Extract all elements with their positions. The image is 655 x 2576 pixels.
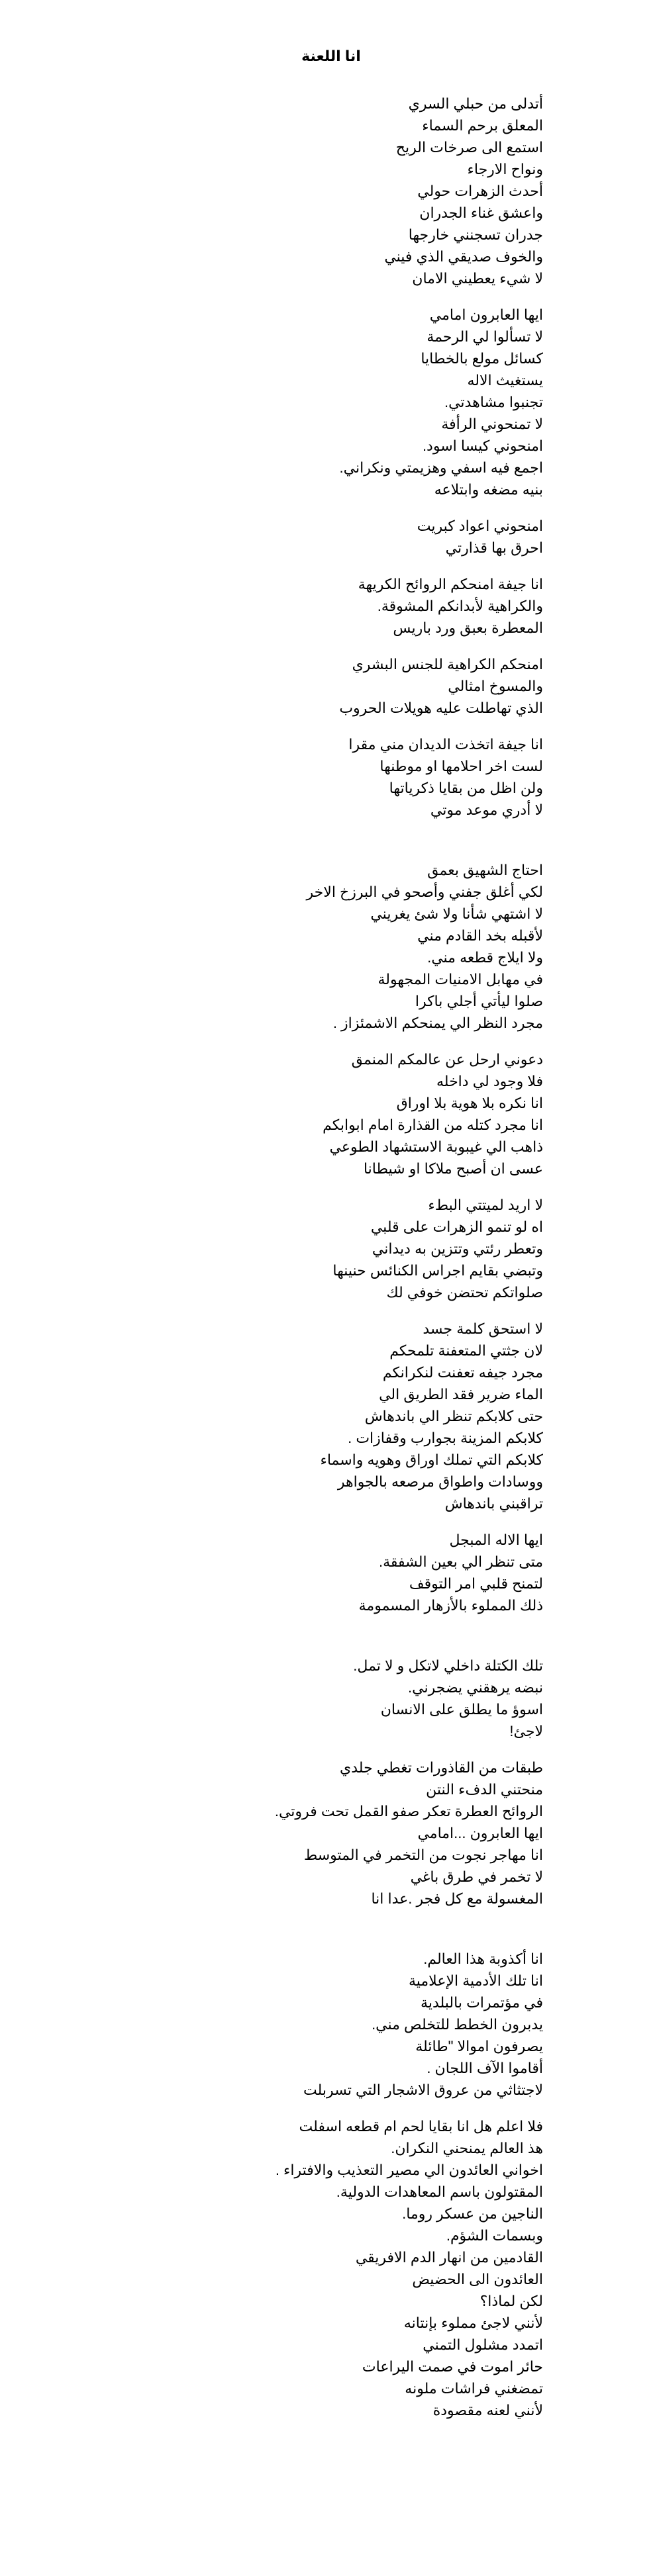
poem-line: لا استحق كلمة جسد — [423, 1320, 543, 1337]
poem-line: مجرد جيفه تعفنت لنكرانكم — [382, 1364, 543, 1381]
poem-line: انا نكره بلا هوية بلا اوراق — [396, 1095, 543, 1111]
poem-line: الذي تهاطلت عليه هويلات الحروب — [339, 700, 543, 716]
poem-line: لان جثتي المتعفنة تلمحكم — [389, 1342, 543, 1359]
poem-line: ايها العابرون ...امامي — [417, 1825, 543, 1841]
poem-line: كلابكم المزينة بجوارب وقفازات . — [348, 1430, 543, 1446]
stanza — [199, 859, 543, 1034]
poem-line: واعشق غناء الجدران — [419, 205, 543, 221]
poem-line: احرق بها قذارتي — [445, 539, 543, 556]
poem-line: وتبضي بقايم اجراس الكنائس حنينها — [332, 1262, 543, 1279]
poem-line: والخوف صديقي الذي فيني — [384, 248, 543, 265]
stanza-gap — [199, 835, 543, 859]
poem-line: ونواح الارجاء — [467, 161, 543, 177]
poem-line: الروائح العطرة تعكر صفو القمل تحت فروتي. — [274, 1803, 543, 1819]
poem-line: حتى كلابكم تنظر الي باندهاش — [364, 1408, 543, 1424]
poem-line: ايها العابرون امامي — [429, 306, 543, 323]
poem-line: أتدلى من حبلي السري — [408, 95, 543, 112]
poem-line: انا تلك الأدمية الإعلامية — [408, 1972, 543, 1989]
stanza — [199, 1948, 543, 2101]
poem-line: انا جيفة اتخذت الديدان مني مقرا — [348, 736, 543, 753]
poem-line: انا جيفة امنحكم الروائح الكريهة — [358, 576, 543, 592]
stanza-gap — [199, 1631, 543, 1655]
stanza — [199, 1655, 543, 1742]
poem-line: لا اريد لميتتي البطء — [428, 1197, 543, 1213]
poem-line: لا أدري موعد موتي — [430, 802, 543, 818]
poem-line: امنحوني اعواد كبريت — [417, 518, 543, 534]
poem-line: صلوا ليأتي أجلي باكرا — [415, 993, 543, 1009]
poem-line: بنيه مضغه وابتلاعه — [434, 481, 543, 498]
poem-line: دعوني ارحل عن عالمكم المنمق — [351, 1051, 543, 1068]
poem-line: العائدون الى الحضيض — [412, 2271, 543, 2287]
poem-line: يستغيث الاله — [467, 372, 543, 389]
poem-line: لتمنح قلبي امر التوقف — [409, 1575, 543, 1592]
poem-line: ذاهب الي غيبوبة الاستشهاد الطوعي — [329, 1138, 543, 1155]
stanza — [199, 2115, 543, 2421]
poem-line: اتمدد مشلول التمني — [423, 2336, 543, 2353]
poem-line: لا اشتهي شأنا ولا شئ يغريني — [370, 905, 543, 922]
poem-line: اخواني العائدون الي مصير التعذيب والافتراء . — [275, 2162, 543, 2178]
poem-line: ولن اظل من بقايا ذكرياتها — [389, 780, 543, 796]
stanza — [199, 1318, 543, 1514]
stanza — [199, 1529, 543, 1616]
poem-line: أقاموا الآف اللجان . — [427, 2060, 543, 2076]
poem-line: كلابكم التي تملك اوراق وهويه واسماء — [320, 1451, 543, 1468]
stanza — [199, 573, 543, 639]
poem-line: جدران تسجنني خارجها — [408, 226, 543, 243]
poem-line: القادمين من انهار الدم الافريقي — [355, 2249, 543, 2266]
poem-line: انا مجرد كتله من القذارة امام ابوابكم — [323, 1117, 543, 1133]
poem-line: لكي أغلق جفني وأصحو في البرزخ الاخر — [306, 884, 543, 900]
stanza — [199, 1048, 543, 1179]
poem-line: ووسادات واطواق مرصعه بالجواهر — [337, 1473, 543, 1490]
poem-line: لكن لماذا؟ — [479, 2293, 543, 2309]
poem-line: مجرد النظر الي يمنحكم الاشمئزاز . — [332, 1015, 543, 1031]
poem-line: احتاج الشهيق بعمق — [427, 862, 543, 878]
poem-line: لست اخر احلامها او موطنها — [379, 758, 543, 774]
poem-line: تمضغني فراشات ملونه — [405, 2380, 543, 2397]
poem-line: تلك الكتلة داخلي لاتكل و لا تمل. — [353, 1657, 543, 1674]
poem-line: لاجتثاثي من عروق الاشجار التي تسربلت — [303, 2082, 543, 2098]
poem-line: فلا اعلم هل انا بقايا لحم ام قطعه اسفلت — [299, 2118, 543, 2135]
stanza — [199, 653, 543, 719]
stanza — [199, 1194, 543, 1303]
poem-line: امنحوني كيسا اسود. — [422, 437, 543, 454]
poem-line: كسائل مولع بالخطايا — [421, 350, 543, 367]
poem-line: متى تنظر الي بعين الشفقة. — [378, 1553, 543, 1570]
poem-line: المغسولة مع كل فجر .عدا انا — [371, 1890, 543, 1907]
poem-line: والمسوخ امثالي — [448, 678, 543, 694]
poem-line: المعطرة بعبق ورد باريس — [393, 620, 543, 636]
poem-line: لأنني لعنه مقصودة — [432, 2402, 543, 2418]
poem-line: هذ العالم يمنحني النكران. — [391, 2140, 543, 2156]
poem-line: حائر اموت في صمت اليراعات — [362, 2358, 543, 2375]
stanza-gap — [199, 1924, 543, 1948]
poem-line: صلواتكم تحتضن خوفي لك — [386, 1284, 543, 1301]
poem-line: المعلق برحم السماء — [422, 117, 543, 134]
poem-line: الناجين من عسكر روما. — [402, 2205, 543, 2222]
poem-line: فلا وجود لي داخله — [436, 1073, 543, 1089]
poem-line: في مهابل الامنيات المجهولة — [378, 971, 543, 988]
poem-line: منحتني الدفء النتن — [426, 1781, 543, 1798]
poem-line: المقتولون باسم المعاهدات الدولية. — [336, 2184, 543, 2200]
stanza — [199, 515, 543, 559]
poem-line: لا تمنحوني الرأفة — [441, 416, 543, 432]
stanza — [199, 304, 543, 500]
poem-line: تجنبوا مشاهدتي. — [444, 394, 543, 410]
poem-line: يصرفون اموالا "طائلة — [415, 2038, 543, 2054]
poem-line: اسوؤ ما يطلق على الانسان — [380, 1701, 543, 1718]
poem-line: يدبرون الخطط للتخلص مني. — [372, 2016, 543, 2033]
poem-line: لأقبله بخد القادم مني — [417, 927, 543, 944]
poem-line: لأنني لاجئ مملوء بإنتانه — [403, 2315, 543, 2331]
poem-title: انا اللعنة — [301, 48, 361, 64]
poem-line: والكراهية لأبدانكم المشوقة. — [377, 598, 543, 614]
poem-line: لا تخمر في طرق باغي — [410, 1868, 543, 1885]
stanza — [199, 1757, 543, 1909]
poem-line: لا تسألوا لي الرحمة — [427, 328, 543, 345]
poem-line: وبسمات الشؤم. — [446, 2227, 543, 2244]
stanza — [199, 733, 543, 821]
poem-line: انا مهاجر نجوت من التخمر في المتوسط — [303, 1847, 543, 1863]
poem-line: تراقبني باندهاش — [444, 1495, 543, 1512]
poem-line: لا شيء يعطيني الامان — [412, 270, 543, 287]
poem-line: لاجئ! — [509, 1723, 543, 1739]
poem-line: اجمع فيه اسفي وهزيمتي ونكراني. — [339, 459, 543, 476]
poem-line: نبضه يرهقني يضجرني. — [408, 1679, 543, 1696]
poem-body — [199, 93, 543, 2436]
poem-line: طبقات من القاذورات تغطي جلدي — [340, 1759, 543, 1776]
poem-line: عسى ان أصبح ملاكا او شيطانا — [363, 1160, 543, 1177]
poem-line: ايها الاله المبجل — [449, 1532, 543, 1548]
poem-line: وتعطر رئتي وتتزين به ديداني — [372, 1240, 543, 1257]
poem-line: امنحكم الكراهية للجنس البشري — [352, 656, 543, 672]
poem-line: أحدث الزهرات حولي — [417, 183, 543, 199]
poem-line: اه لو تنمو الزهرات على قلبي — [370, 1219, 543, 1235]
poem-line: في مؤتمرات بالبلدية — [421, 1994, 543, 2011]
poem-line: ذلك المملوء بالأزهار المسمومة — [358, 1597, 543, 1614]
stanza — [199, 93, 543, 289]
poem-line: ولا ايلاج قطعه مني. — [427, 949, 543, 966]
poem-line: انا أكذوبة هذا العالم. — [423, 1951, 543, 1967]
poem-line: الماء ضرير فقد الطريق الي — [379, 1386, 543, 1403]
poem-line: استمع الى صرخات الريح — [395, 139, 543, 156]
